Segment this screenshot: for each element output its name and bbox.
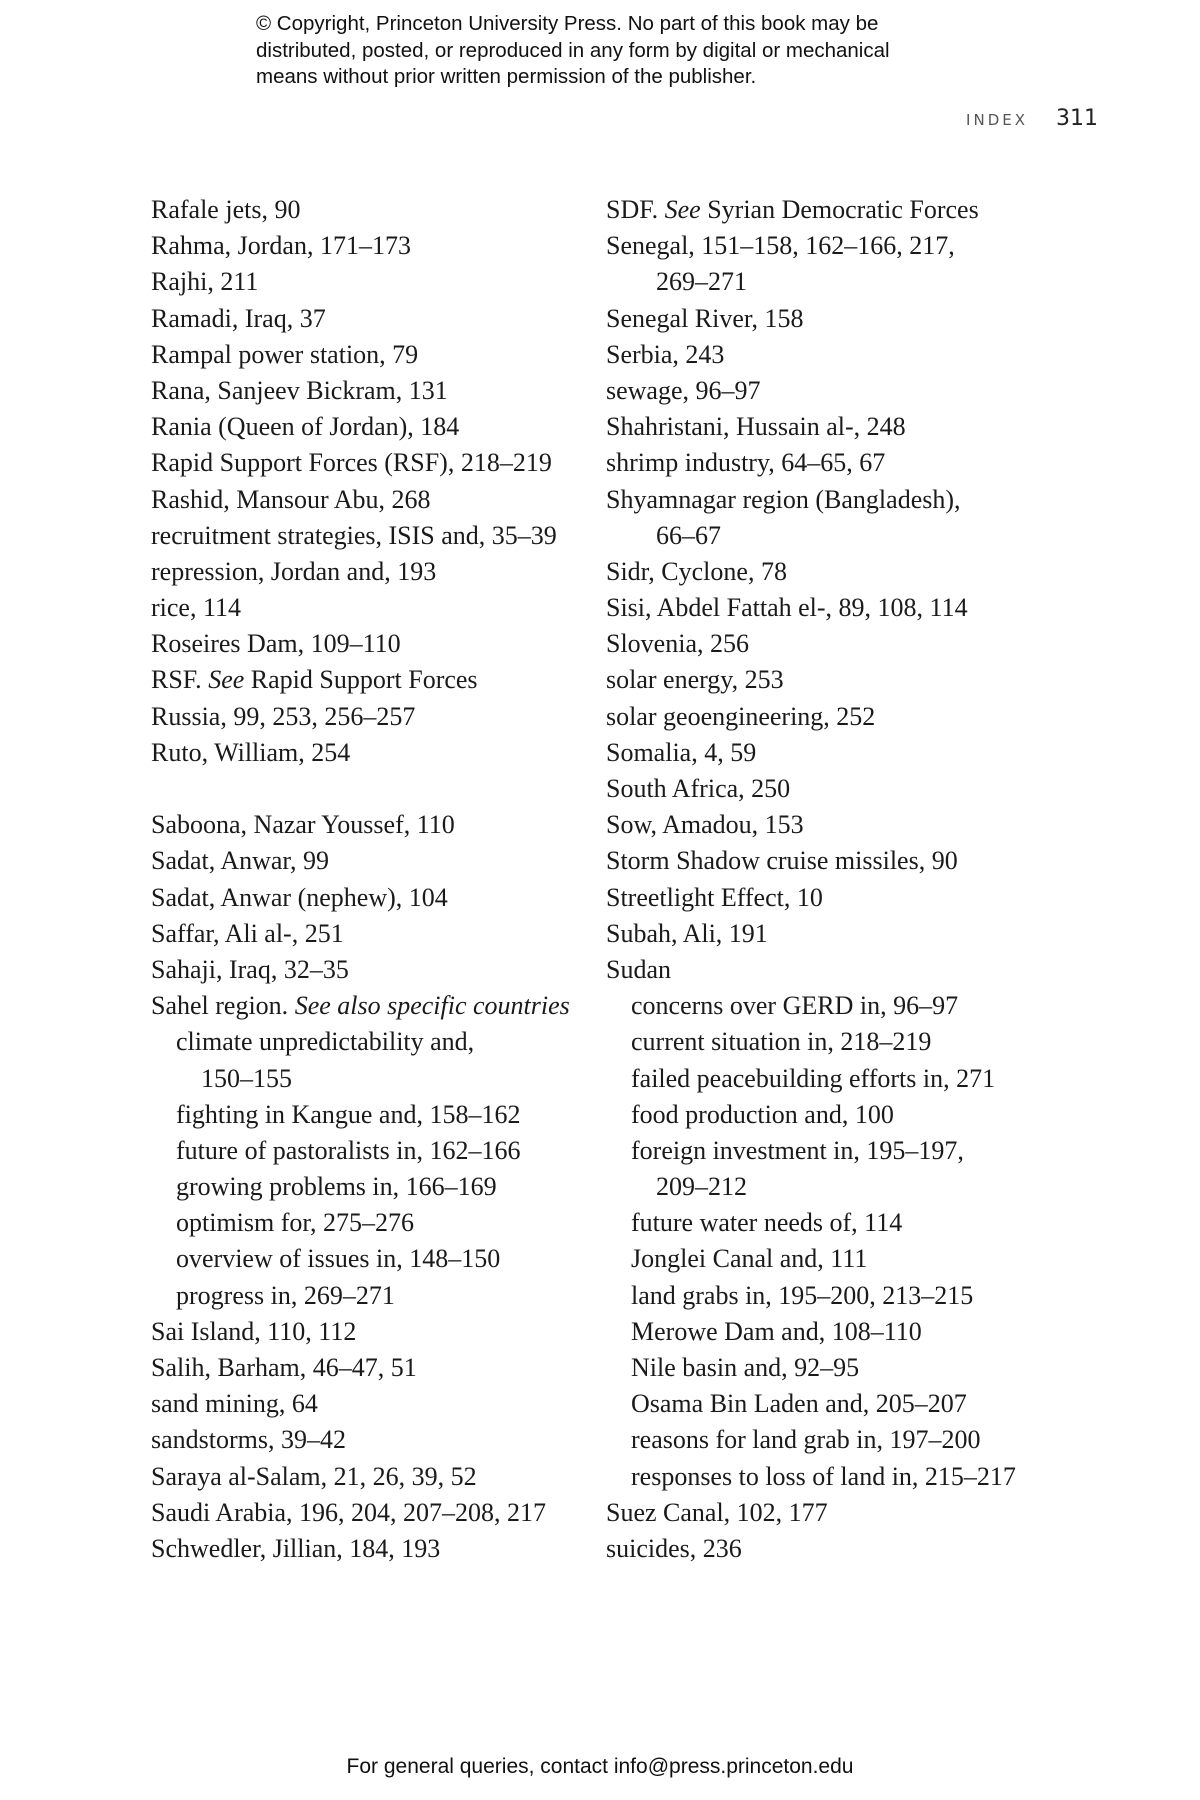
see-also-reference: See also specific countries	[294, 991, 570, 1021]
index-entry: shrimp industry, 64–65, 67	[606, 448, 886, 478]
index-entry: sandstorms, 39–42	[151, 1425, 346, 1455]
index-column-right	[606, 192, 1076, 1567]
index-entry: sand mining, 64	[151, 1389, 318, 1419]
copyright-line: © Copyright, Princeton University Press. No part of this book may be	[256, 12, 879, 35]
index-entry-cross-reference	[151, 662, 591, 698]
contact-footer: For general queries, contact info@press.princeton.edu	[346, 1755, 854, 1778]
index-subentry: future of pastoralists in, 162–166	[176, 1135, 521, 1165]
letter-group-divider	[151, 771, 591, 807]
index-entry: Serbia, 243	[606, 339, 725, 369]
index-entry: suicides, 236	[606, 1533, 742, 1563]
index-subentry: overview of issues in, 148–150	[176, 1244, 501, 1274]
index-entry: solar energy, 253	[606, 665, 784, 695]
index-subentry: responses to loss of land in, 215–217	[631, 1461, 1016, 1491]
running-head	[966, 106, 1098, 131]
index-entry: Sadat, Anwar (nephew), 104	[151, 882, 448, 912]
index-entry-cross-reference	[151, 988, 591, 1024]
index-entry: Storm Shadow cruise missiles, 90	[606, 846, 958, 876]
reference-target: Rapid Support Forces	[250, 665, 478, 695]
index-subentry: Jonglei Canal and, 111	[631, 1244, 868, 1274]
entry-term: RSF.	[151, 665, 202, 695]
index-entry: sewage, 96–97	[606, 375, 761, 405]
index-subentry: fighting in Kangue and, 158–162	[176, 1099, 521, 1129]
index-entry: Sidr, Cyclone, 78	[606, 556, 787, 586]
index-subentry: Merowe Dam and, 108–110	[631, 1316, 922, 1346]
index-entry: Ramadi, Iraq, 37	[151, 303, 326, 333]
index-entry: Subah, Ali, 191	[606, 918, 768, 948]
index-entry: Rashid, Mansour Abu, 268	[151, 484, 431, 514]
index-entry: Sahaji, Iraq, 32–35	[151, 954, 349, 984]
index-entry: Slovenia, 256	[606, 629, 749, 659]
index-entry: Sudan	[606, 954, 671, 984]
index-subentry: optimism for, 275–276	[176, 1208, 415, 1238]
index-entry: Rajhi, 211	[151, 267, 259, 297]
index-subentry: food production and, 100	[631, 1099, 894, 1129]
index-subentry: growing problems in, 166–169	[176, 1172, 497, 1202]
index-entry: Rafale jets, 90	[151, 195, 301, 224]
index-entry: Rania (Queen of Jordan), 184	[151, 412, 460, 442]
see-reference: See	[208, 665, 245, 695]
index-entry: Rapid Support Forces (RSF), 218–219	[151, 448, 552, 478]
index-subentry: future water needs of, 114	[631, 1208, 903, 1238]
index-subentry-continuation: 209–212	[656, 1172, 747, 1202]
index-subentry: current situation in, 218–219	[631, 1027, 932, 1057]
index-entry: Ruto, William, 254	[151, 737, 351, 767]
copyright-line: means without prior written permission of the publisher.	[256, 65, 757, 88]
index-entry-cross-reference	[606, 192, 1076, 228]
index-entry: Streetlight Effect, 10	[606, 882, 823, 912]
entry-term: SDF.	[606, 195, 659, 224]
index-entry: Saraya al-Salam, 21, 26, 39, 52	[151, 1461, 477, 1491]
index-subentry: progress in, 269–271	[176, 1280, 395, 1310]
index-entry: Saboona, Nazar Youssef, 110	[151, 810, 455, 840]
index-entry: Rahma, Jordan, 171–173	[151, 231, 411, 261]
index-subentry-continuation: 150–155	[201, 1063, 292, 1093]
index-entry-continuation: 269–271	[656, 267, 747, 297]
index-subentry: foreign investment in, 195–197,	[631, 1135, 964, 1165]
index-entry: Saudi Arabia, 196, 204, 207–208, 217	[151, 1497, 547, 1527]
index-subentry: climate unpredictability and,	[176, 1027, 475, 1057]
index-entry: Sadat, Anwar, 99	[151, 846, 330, 876]
index-entry: rice, 114	[151, 593, 241, 623]
index-subentry: reasons for land grab in, 197–200	[631, 1425, 981, 1455]
index-entry: Shahristani, Hussain al-, 248	[606, 412, 906, 442]
index-entry: Suez Canal, 102, 177	[606, 1497, 828, 1527]
reference-target: Syrian Democratic Forces	[707, 195, 979, 224]
index-entry: repression, Jordan and, 193	[151, 556, 437, 586]
index-entry: solar geoengineering, 252	[606, 701, 876, 731]
index-entry-continuation: 66–67	[656, 520, 721, 550]
index-subentry: Osama Bin Laden and, 205–207	[631, 1389, 967, 1419]
section-label: INDEX	[966, 111, 1028, 129]
index-entry: Rana, Sanjeev Bickram, 131	[151, 375, 448, 405]
index-entry: Somalia, 4, 59	[606, 737, 757, 767]
page-number: 311	[1056, 106, 1098, 131]
index-entry: Sisi, Abdel Fattah el-, 89, 108, 114	[606, 593, 968, 623]
entry-term: Sahel region.	[151, 991, 289, 1021]
index-entry: recruitment strategies, ISIS and, 35–39	[151, 520, 557, 550]
index-entry: Schwedler, Jillian, 184, 193	[151, 1533, 441, 1563]
index-entry: Saffar, Ali al-, 251	[151, 918, 344, 948]
index-entry: Shyamnagar region (Bangladesh),	[606, 484, 961, 514]
index-entry: Senegal, 151–158, 162–166, 217,	[606, 231, 955, 261]
index-subentry: Nile basin and, 92–95	[631, 1353, 860, 1382]
index-subentry: concerns over GERD in, 96–97	[631, 991, 959, 1021]
index-subentry: failed peacebuilding efforts in, 271	[631, 1063, 996, 1093]
index-entry: Russia, 99, 253, 256–257	[151, 701, 416, 731]
index-entry: South Africa, 250	[606, 774, 791, 803]
index-entry: Roseires Dam, 109–110	[151, 629, 401, 659]
index-entry: Senegal River, 158	[606, 303, 804, 333]
index-subentry: land grabs in, 195–200, 213–215	[631, 1280, 974, 1310]
copyright-notice	[256, 11, 976, 91]
index-column-left	[151, 192, 591, 1567]
index-entry: Sai Island, 110, 112	[151, 1316, 357, 1346]
see-reference: See	[664, 195, 701, 224]
copyright-line: distributed, posted, or reproduced in any form by digital or mechanical	[256, 38, 890, 62]
index-entry: Salih, Barham, 46–47, 51	[151, 1353, 417, 1382]
index-entry: Rampal power station, 79	[151, 339, 419, 369]
index-entry: Sow, Amadou, 153	[606, 810, 804, 840]
